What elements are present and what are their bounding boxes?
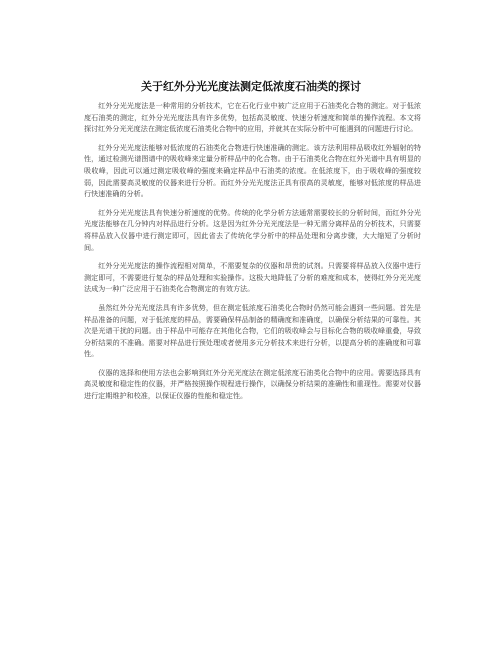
paragraph-5: 虽然红外分光光度法具有许多优势，但在测定低浓度石油类化合物时仍然可能会遇到一些问题。首先是样品准备的问题，对于低浓度的样品，需要确保样品制备的精确度和准确度，以确保分析结果的可靠性。其次是光谱干扰的问题。由于样品中可能存在其他化合物，它们的吸收峰会与目标化合物的吸收峰重叠，导致分析结果的不准确。需要对样品进行预处理或者使用多元分析技术来进行分析，以提高分析的准确度和可靠性。	[84, 302, 421, 359]
paragraph-1: 红外分光光度法是一种常用的分析技术，它在石化行业中被广泛应用于石油类化合物的测定。对于低浓度石油类的测定，红外分光光度法具有许多优势，包括高灵敏度、快速分析速度和简单的操作流程。本文将探讨红外分光光度法在测定低浓度石油类化合物中的应用，并就其在实际分析中可能遇到的问题进行讨论。	[84, 101, 421, 134]
paragraph-2: 红外分光光度法能够对低浓度的石油类化合物进行快速准确的测定。该方法利用样品吸收红外辐射的特性，通过检测光谱图谱中的吸收峰来定量分析样品中的化合物。由于石油类化合物在红外光谱中具有明显的吸收峰，因此可以通过测定吸收峰的强度来确定样品中石油类的浓度。在低浓度下，由于吸收峰的强度较弱，因此需要高灵敏度的仪器来进行分析。而红外分光光度法正具有很高的灵敏度，能够对低浓度的样品进行快速准确的分析。	[84, 142, 421, 199]
paragraph-4: 红外分光光度法的操作流程相对简单，不需要复杂的仪器和昂贵的试剂。只需要将样品放入仪器中进行测定即可，不需要进行复杂的样品处理和实验操作。这极大地降低了分析的难度和成本，使得红外分光光度法成为一种广泛应用于石油类化合物测定的有效方法。	[84, 261, 421, 294]
document-title: 关于红外分光光度法测定低浓度石油类的探讨	[141, 80, 361, 93]
document-body	[84, 100, 421, 409]
paragraph-6: 仪器的选择和使用方法也会影响到红外分光光度法在测定低浓度石油类化合物中的应用。需要选择具有高灵敏度和稳定性的仪器，并严格按照操作规程进行操作，以确保分析结果的准确性和重现性。需要对仪器进行定期维护和校准，以保证仪器的性能和稳定性。	[84, 367, 421, 401]
paragraph-3: 红外分光光度法具有快速分析速度的优势。传统的化学分析方法通常需要较长的分析时间，而红外分光光度法能够在几分钟内对样品进行分析。这是因为红外分光光度法是一种无需分离样品的分析技术，只需要将样品放入仪器中进行测定即可，因此省去了传统化学分析中的样品处理和分离步骤，大大缩短了分析时间。	[84, 207, 421, 252]
